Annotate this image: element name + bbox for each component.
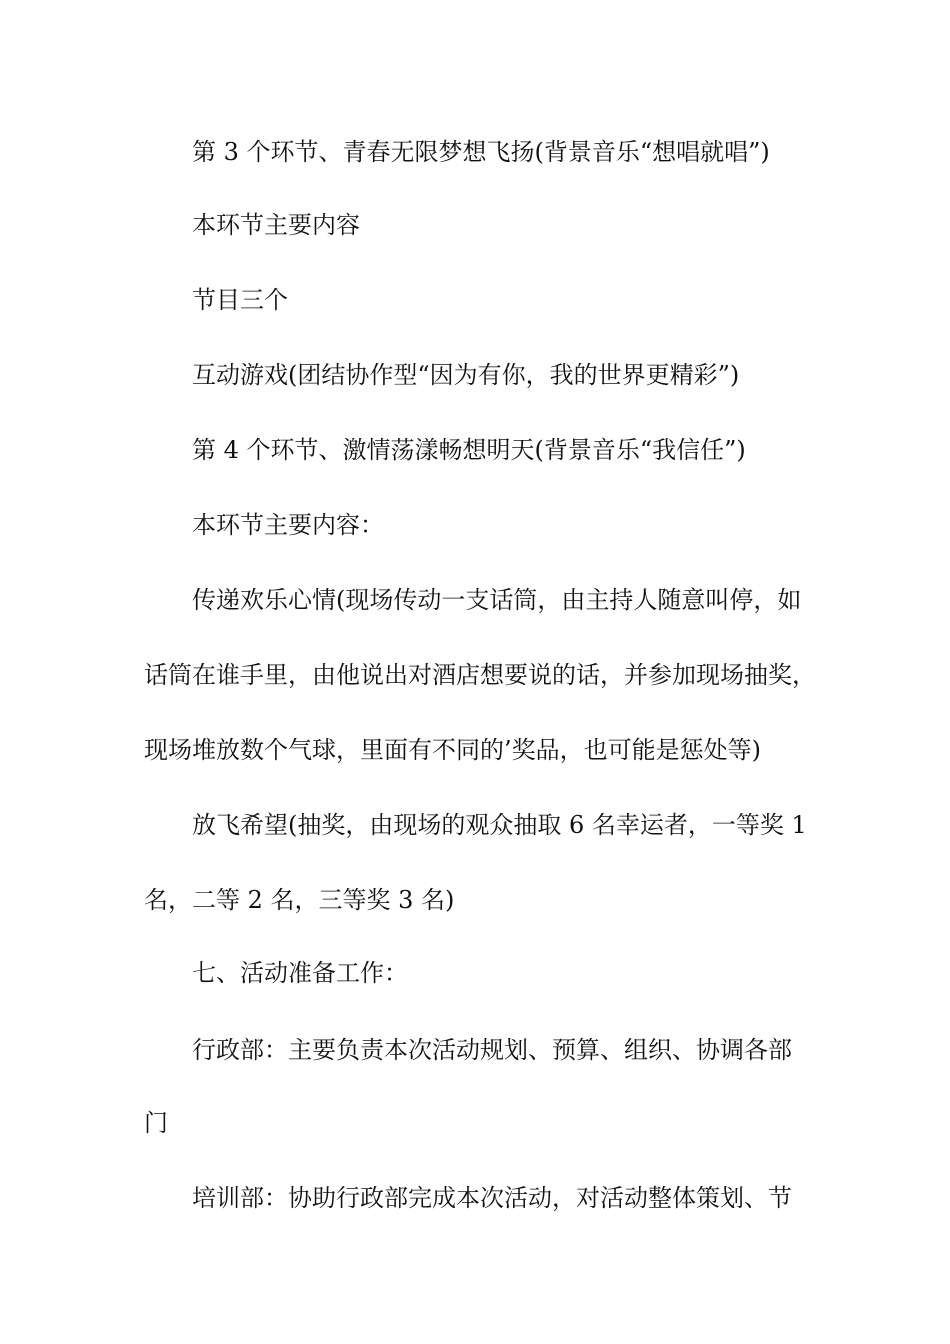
text-line: 七、活动准备工作： [192,959,408,987]
text-line: 传递欢乐心情(现场传动一支话筒，由主持人随意叫停，如 [192,586,802,614]
text-line: 门 [144,1109,168,1137]
text-line: 第 4 个环节、激情荡漾畅想明天(背景音乐“我信任”) [192,436,746,464]
text-line: 名，二等 2 名，三等奖 3 名) [144,886,455,914]
text-line: 第 3 个环节、青春无限梦想飞扬(背景音乐“想唱就唱”) [192,138,770,166]
text-line: 行政部：主要负责本次活动规划、预算、组织、协调各部 [192,1036,792,1064]
text-line: 放飞希望(抽奖，由现场的观众抽取 6 名幸运者，一等奖 1 [192,811,807,839]
text-line: 话筒在谁手里，由他说出对酒店想要说的话，并参加现场抽奖， [144,661,816,689]
text-line: 现场堆放数个气球，里面有不同的’奖品，也可能是惩处等) [144,736,761,764]
text-line: 互动游戏(团结协作型“因为有你，我的世界更精彩”) [192,361,740,389]
text-line: 培训部：协助行政部完成本次活动，对活动整体策划、节 [192,1184,792,1212]
text-line: 本环节主要内容 [192,211,360,239]
text-line: 本环节主要内容： [192,511,384,539]
text-line: 节目三个 [192,286,288,314]
